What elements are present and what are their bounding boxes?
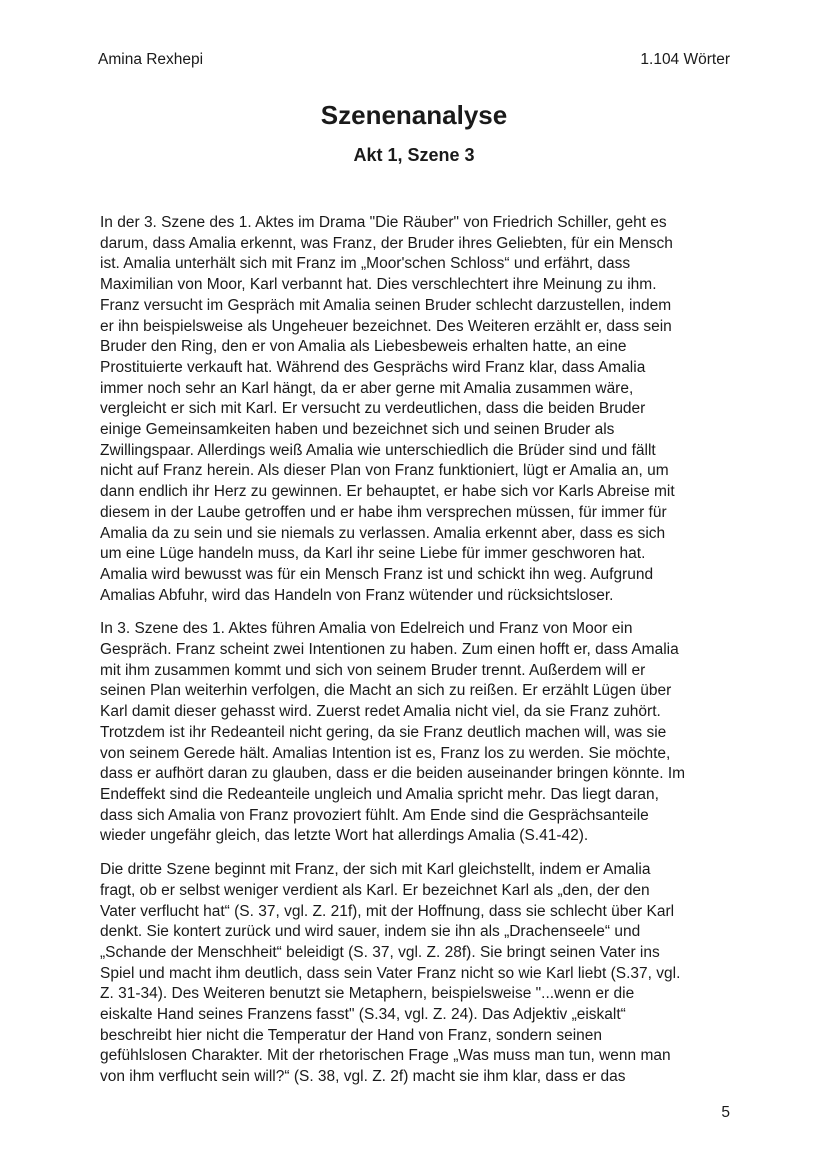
text-line: Gespräch. Franz scheint zwei Intentionen zu haben. Zum einen hofft er, dass Amalia (100, 641, 679, 659)
text-line: denkt. Sie kontert zurück und wird sauer, indem sie ihn als „Drachenseele“ und (100, 923, 641, 941)
text-line: Z. 31-34). Des Weiteren benutzt sie Metaphern, beispielsweise "...wenn er die (100, 985, 635, 1003)
text-line: ist. Amalia unterhält sich mit Franz im „Moor'schen Schloss“ und erfährt, dass (100, 255, 631, 273)
text-line: eiskalte Hand seines Franzens fasst" (S.34, vgl. Z. 24). Das Adjektiv „eiskalt“ (100, 1006, 626, 1024)
body-text (100, 213, 728, 1101)
text-line: mit ihm zusammen kommt und sich von seinem Bruder trennt. Außerdem will er (100, 661, 646, 679)
text-line: Amalia wird bewusst was für ein Mensch Franz ist und schickt ihn weg. Aufgrund (100, 565, 654, 583)
page-subtitle: Akt 1, Szene 3 (353, 145, 475, 165)
text-line: nicht auf Franz herein. Als dieser Plan von Franz funktioniert, lügt er Amalia an, um (100, 462, 669, 480)
paragraph-3 (100, 860, 728, 1088)
text-line: Amalias Abfuhr, wird das Handeln von Franz wütender und rücksichtsloser. (100, 586, 614, 604)
text-line: Karl damit dieser gehasst wird. Zuerst redet Amalia nicht viel, da sie Franz zuhört. (100, 703, 661, 721)
text-line: dass er aufhört daran zu glauben, dass er die beiden auseinander bringen könnte. Im (100, 765, 686, 783)
text-line: Franz versucht im Gespräch mit Amalia seinen Bruder schlecht darzustellen, indem (100, 296, 672, 314)
text-line: Prostituierte verkauft hat. Während des Gesprächs wird Franz klar, dass Amalia (100, 358, 646, 376)
text-line: diesem in der Laube getroffen und er habe ihm versprechen müssen, für immer für (100, 503, 667, 521)
text-line: von ihm verflucht sein will?“ (S. 38, vgl. Z. 2f) macht sie ihm klar, dass er das (100, 1068, 626, 1086)
text-line: Endeffekt sind die Redeanteile ungleich und Amalia spricht mehr. Das liegt daran, (100, 785, 659, 803)
text-line: fragt, ob er selbst weniger verdient als Karl. Er bezeichnet Karl als „den, der den (100, 881, 650, 899)
paragraph-1 (100, 213, 728, 606)
text-line: „Schande der Menschheit“ beleidigt (S. 37, vgl. Z. 28f). Sie bringt seinen Vater ins (100, 943, 660, 961)
text-line: Zwillingspaar. Allerdings weiß Amalia wie unterschiedlich die Brüder sind und fällt (100, 441, 656, 459)
text-line: um eine Lüge handeln muss, da Karl ihr seine Liebe für immer geschworen hat. (100, 545, 646, 563)
text-line: In 3. Szene des 1. Aktes führen Amalia von Edelreich und Franz von Moor ein (100, 620, 633, 638)
text-line: beschreibt hier nicht die Temperatur der Hand von Franz, sondern seinen (100, 1026, 603, 1044)
page-number: 5 (721, 1104, 730, 1121)
text-line: Maximilian von Moor, Karl verbannt hat. Dies verschlechtert ihre Meinung zu ihm. (100, 276, 657, 294)
text-line: Amalia da zu sein und sie niemals zu verlassen. Amalia erkennt aber, dass es sich (100, 524, 666, 542)
text-line: Spiel und macht ihm deutlich, dass sein Vater Franz nicht so wie Karl liebt (S.37, vgl. (100, 964, 681, 982)
text-line: dass sich Amalia von Franz provoziert fühlt. Am Ende sind die Gesprächsanteile (100, 806, 649, 824)
text-line: gefühlslosen Charakter. Mit der rhetorischen Frage „Was muss man tun, wenn man (100, 1047, 671, 1065)
page-title: Szenenanalyse (320, 100, 508, 130)
text-line: wieder ungefähr gleich, das letzte Wort hat allerdings Amalia (S.41-42). (100, 827, 589, 845)
text-line: dann endlich ihr Herz zu gewinnen. Er behauptet, er habe sich vor Karls Abreise mit (100, 483, 675, 501)
text-line: In der 3. Szene des 1. Aktes im Drama "Die Räuber" von Friedrich Schiller, geht es (100, 214, 667, 231)
text-line: immer noch sehr an Karl hängt, da er aber gerne mit Amalia zusammen wäre, (100, 379, 634, 397)
text-line: Bruder den Ring, den er von Amalia als Liebesbeweis erhalten hatte, an eine (100, 338, 627, 356)
header-word-count: 1.104 Wörter (640, 51, 730, 68)
text-line: einige Gemeinsamkeiten haben und bezeichnet sich und seinen Bruder als (100, 421, 615, 439)
header-author: Amina Rexhepi (98, 51, 204, 68)
text-line: vergleicht er sich mit Karl. Er versucht zu verdeutlichen, dass die beiden Bruder (100, 400, 646, 418)
text-line: seinen Plan weiterhin verfolgen, die Macht an sich zu reißen. Er erzählt Lügen über (100, 682, 672, 700)
text-line: er ihn beispielsweise als Ungeheuer bezeichnet. Des Weiteren erzählt er, dass sein (100, 317, 672, 335)
paragraph-2 (100, 619, 728, 847)
text-line: Die dritte Szene beginnt mit Franz, der sich mit Karl gleichstellt, indem er Amalia (100, 861, 651, 879)
text-line: von seinem Gerede hält. Amalias Intention ist es, Franz los zu werden. Sie möchte, (100, 744, 671, 762)
text-line: darum, dass Amalia erkennt, was Franz, der Bruder ihres Geliebten, für ein Mensch (100, 234, 673, 252)
text-line: Trotzdem ist ihr Redeanteil nicht gering, da sie Franz deutlich machen will, was sie (100, 723, 667, 741)
text-line: Vater verflucht hat“ (S. 37, vgl. Z. 21f), mit der Hoffnung, dass sie schlecht über Karl (100, 902, 675, 920)
